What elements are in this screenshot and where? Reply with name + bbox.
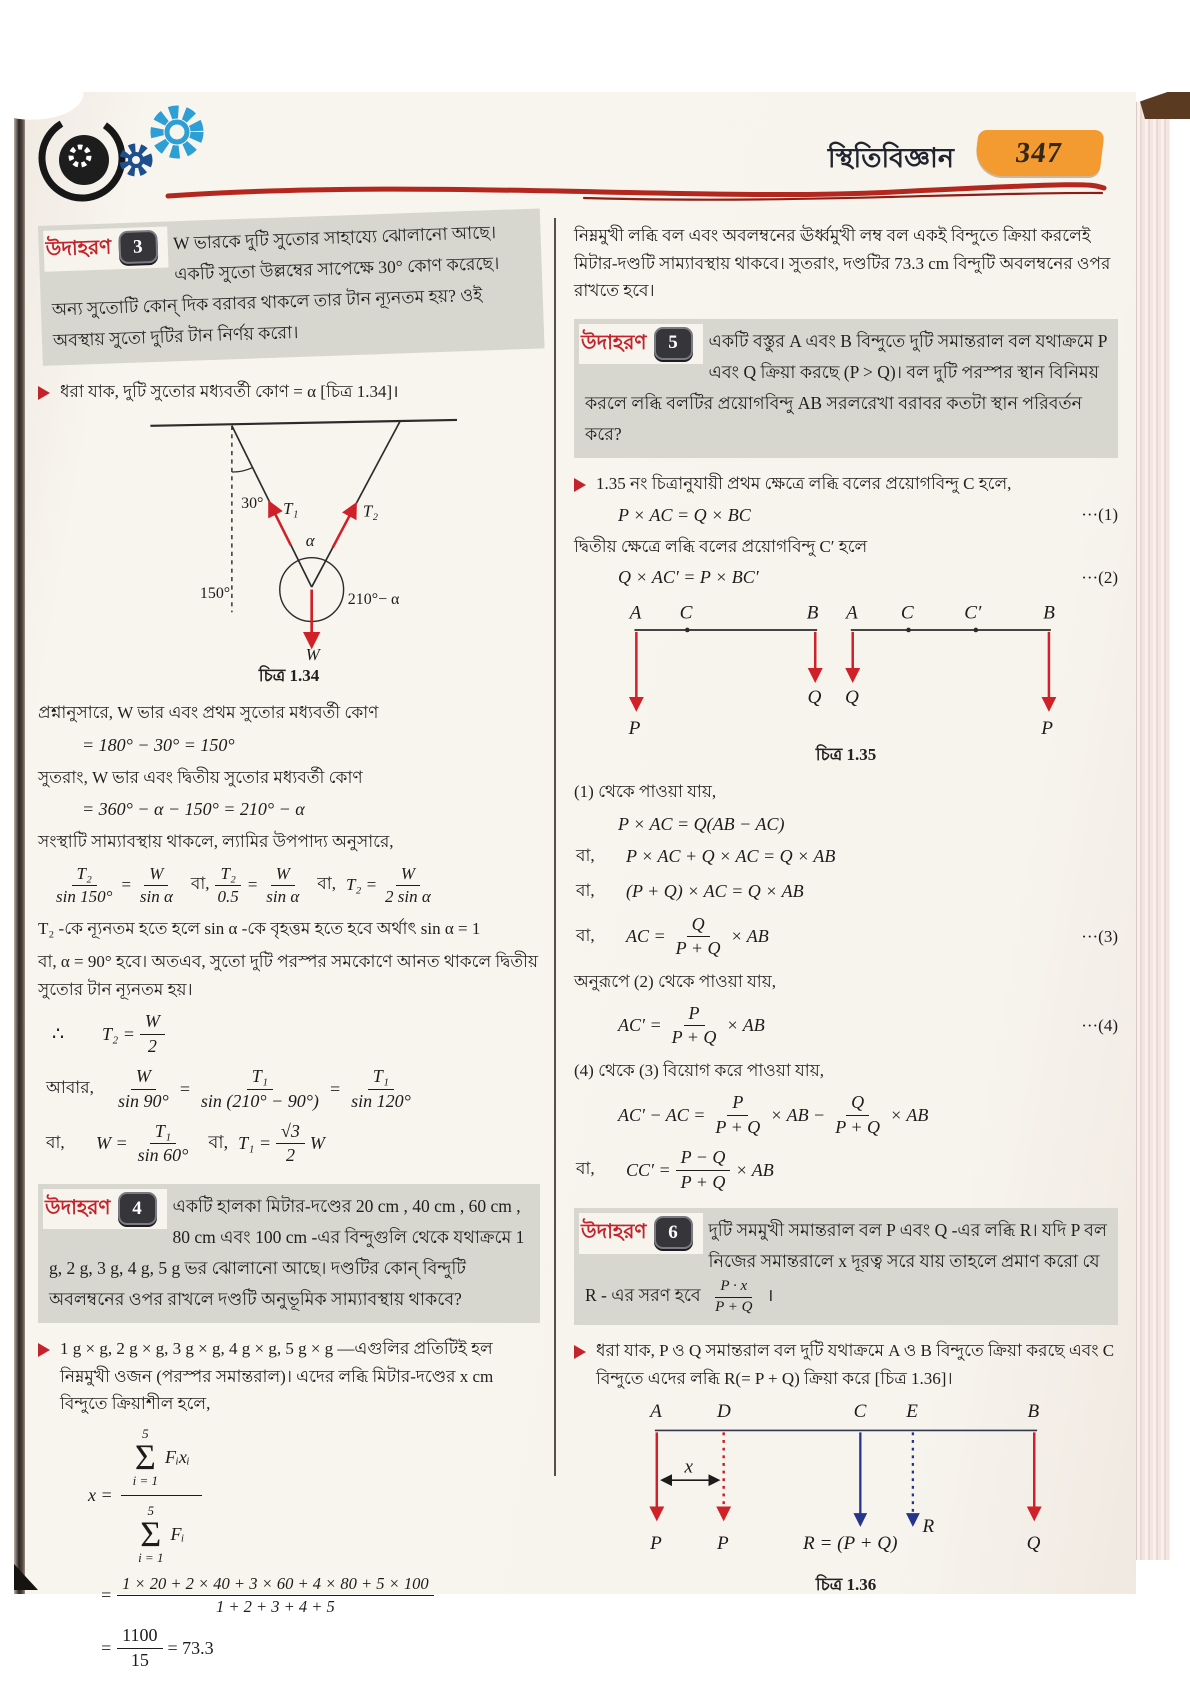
example-number-badge: 5 <box>654 327 693 360</box>
label-t2: T₂ <box>362 501 379 521</box>
numerator: 1 × 20 + 2 × 40 + 3 × 60 + 4 × 80 + 5 × 100 <box>117 1573 433 1595</box>
label-A: A <box>846 602 858 624</box>
denominator: P + Q <box>671 1027 717 1048</box>
figure-1-36-caption: চিত্র 1.36 <box>815 1575 877 1595</box>
rhs: W <box>309 1133 325 1154</box>
small-gear-icon <box>124 148 148 172</box>
numerator: T₂ <box>72 863 97 886</box>
numerator: W <box>396 863 420 886</box>
sigma-sum <box>133 1427 158 1487</box>
solution-6-intro <box>574 1337 1118 1392</box>
denominator: P + Q <box>680 1171 726 1192</box>
therefore-symbol: ∴ <box>52 1023 65 1045</box>
numerator: W <box>271 863 295 886</box>
lhs: CC′ = <box>626 1159 671 1180</box>
label-R: R <box>922 1516 935 1538</box>
denominator: 15 <box>130 1649 149 1670</box>
lhs: T₂ = <box>345 875 378 895</box>
denominator: 2 sin α <box>385 886 431 906</box>
fraction <box>51 863 117 908</box>
paragraph: দ্বিতীয় ক্ষেত্রে লব্ধি বলের প্রয়োগবিন্দু C′ হলে <box>574 536 868 556</box>
label-B: B <box>1027 1401 1040 1423</box>
example-6 <box>574 1208 1118 1325</box>
point-C2 <box>906 628 911 633</box>
equals-sign: = <box>328 1078 342 1099</box>
example-5-problem-text: একটি বস্তুর A এবং B বিন্দুতে দুটি সমান্তরাল বল যথাক্রমে P এবং Q ক্রিয়া করছে (P > Q)। বল দুটি পরস্পর স্থান বিনিময় করলে লব্ধি বলটির প্রয়োগবিন্দু AB সরলরেখা বরাবর কতটা স্থান পরিবর্তন করে? <box>585 330 1107 445</box>
fraction <box>135 863 178 908</box>
sum-lower-limit: i = 1 <box>138 1550 164 1566</box>
example-label: উদাহরণ <box>45 1196 111 1219</box>
fraction <box>196 1065 324 1113</box>
solution-6-intro-text: ধরা যাক, P ও Q সমান্তরাল বল দুটি যথাক্রমে A ও B বিন্দুতে ক্রিয়া করছে এবং C বিন্দুতে এদের লব্ধি R(= P + Q) ক্রিয়া করে [চিত্র 1.36]। <box>596 1341 1115 1388</box>
label-Q: Q <box>807 687 822 709</box>
example-number-badge: 6 <box>654 1216 693 1249</box>
rhs: × AB <box>890 1104 929 1125</box>
numerator: P · x <box>715 1277 752 1298</box>
numerator: W <box>140 1010 165 1034</box>
equals-sign: = <box>178 1078 191 1099</box>
example-3-problem <box>38 208 545 365</box>
numerator: Q <box>687 913 710 937</box>
fraction <box>133 1120 194 1168</box>
numerator <box>121 1425 202 1496</box>
denominator: P + Q <box>715 1298 753 1315</box>
solution-marker-icon <box>38 386 50 400</box>
book-page <box>14 92 1136 1670</box>
again-equation <box>38 1065 540 1113</box>
lhs: W = <box>96 1133 128 1154</box>
paragraph: নিম্নমুখী লব্ধি বল এবং অবলম্বনের ঊর্ধ্বমুখী লম্ব বল একই বিন্দুতে ক্রিয়া করলেই মিটার-দণ্ডটি সাম্যাবস্থায় থাকবে। সুতরাং, দণ্ডটির 73.3 cm বিন্দুটি অবলম্বনের ওপর রাখতে হবে। <box>574 226 1111 301</box>
calculation-2 <box>38 1624 540 1672</box>
solution-4-intro <box>38 1335 540 1418</box>
solution-3-intro <box>38 378 540 406</box>
equation: = 360° − α − 150° = 210° − α <box>82 799 305 820</box>
sigma-symbol: Σ <box>134 1436 156 1477</box>
denominator: sin 150° <box>56 886 113 906</box>
book-page-stack-edge <box>1136 102 1170 1560</box>
therefore-equation <box>38 1010 540 1058</box>
operator: × AB − <box>770 1104 826 1125</box>
rhs: × AB <box>735 1159 774 1180</box>
equation-4 <box>574 1002 1118 1050</box>
or-word: বা, <box>576 880 595 900</box>
or-step <box>574 843 1118 871</box>
equals-sign: = <box>100 1637 113 1658</box>
rhs: × AB <box>726 1015 765 1036</box>
two-column-layout <box>14 210 1136 1679</box>
equals-sign: = <box>246 875 259 895</box>
label-C: C <box>900 602 914 624</box>
column-divider <box>554 218 556 1476</box>
figure-1-34 <box>38 409 540 691</box>
example-label: উদাহরণ <box>581 1220 647 1243</box>
denominator: sin 120° <box>351 1090 411 1111</box>
lhs: AC′ − AC = <box>618 1104 706 1125</box>
denominator: P + Q <box>715 1116 761 1137</box>
denominator: 2 <box>147 1035 157 1056</box>
equation-2 <box>574 567 1118 588</box>
solution-3-intro-text: ধরা যাক, দুটি সুতোর মধ্যবর্তী কোণ = α [চিত্র 1.34]। <box>60 381 399 401</box>
example-label: উদাহরণ <box>45 236 112 261</box>
label-P: P <box>650 1533 662 1555</box>
figure-1-36 <box>574 1398 1118 1600</box>
numerator: P <box>684 1002 705 1026</box>
or-word: বা, <box>208 1132 229 1153</box>
label-A: A <box>629 602 642 624</box>
equals-sign: = <box>120 875 132 895</box>
denominator: 1 + 2 + 3 + 4 + 5 <box>215 1596 335 1616</box>
label-P: P <box>628 718 641 740</box>
label-C-prime: C′ <box>964 602 982 624</box>
label-C: C <box>679 602 693 624</box>
equation-body: P × AC = Q × BC <box>618 504 751 525</box>
fraction <box>830 1091 885 1139</box>
fraction <box>117 1573 433 1617</box>
figure-1-36-drawing <box>631 1398 1061 1570</box>
string-2 <box>312 422 400 587</box>
fraction <box>710 1091 765 1139</box>
equation-tag: ···(3) <box>1081 926 1118 946</box>
denominator: sin 90° <box>118 1090 169 1111</box>
denominator: sin α <box>139 886 173 906</box>
label-B: B <box>806 602 819 624</box>
example-6-heading <box>579 1213 703 1254</box>
sum-upper-limit: 5 <box>142 1425 149 1441</box>
equation-3 <box>574 913 1118 961</box>
denominator <box>126 1496 196 1566</box>
or-word: বা, <box>576 925 595 945</box>
paragraph: T₂ -কে ন্যূনতম হতে হলে sin α -কে বৃহত্তম হতে হবে অর্থাৎ sin α = 1 <box>38 918 481 938</box>
figure-1-34-caption: চিত্র 1.34 <box>258 666 320 686</box>
calculation-1 <box>38 1573 540 1617</box>
label-150deg: 150° <box>199 585 231 603</box>
fraction <box>676 1146 731 1194</box>
fraction <box>140 1010 165 1058</box>
fraction <box>113 1065 174 1113</box>
numerator: T₁ <box>368 1065 394 1089</box>
big-fraction <box>121 1425 202 1566</box>
or-word: বা, <box>576 845 595 865</box>
fraction <box>710 1277 757 1317</box>
sum-upper-limit: 5 <box>147 1503 154 1519</box>
or-word: বা, <box>190 874 210 894</box>
fraction <box>213 863 244 908</box>
chapter-title: স্থিতিবিজ্ঞান <box>827 143 954 173</box>
label-t1: T₁ <box>283 499 299 519</box>
sum-equation <box>38 1425 540 1566</box>
paragraph: সুতরাং, W ভার এবং দ্বিতীয় সুতোর মধ্যবর্তী কোণ <box>38 767 363 787</box>
solution-marker-icon <box>574 478 586 492</box>
figure-1-35-drawing <box>620 595 1072 740</box>
paragraph: সংস্থাটি সাম্যাবস্থায় থাকলে, ল্যামির উপপাদ্য অনুসারে, <box>38 832 394 852</box>
book-cover-corner <box>1140 92 1190 119</box>
denominator: 0.5 <box>217 886 239 906</box>
figure-1-35 <box>574 595 1118 770</box>
solution-4-intro-text: 1 g × g, 2 g × g, 3 g × g, 4 g × g, 5 g × g —এগুলির প্রতিটিই হল নিম্নমুখী ওজন (পরস্পর সমান্তরাল)। এদের লব্ধি মিটার-দণ্ডের x cm বিন্দুতে ক্রিয়াশীল হলে, <box>60 1339 494 1414</box>
or-step <box>574 878 1118 906</box>
subtraction-equation <box>574 1091 1118 1139</box>
numerator: T₂ <box>215 863 240 886</box>
equation: = 180° − 30° = 150° <box>82 734 235 755</box>
example-3-problem-text: W ভারকে দুটি সুতোর সাহায্যে ঝোলানো আছে। একটি সুতো উল্লম্বের সাপেক্ষে 30° কোণ করেছে। অন্য সুতোটি কোন্ দিক বরাবর থাকলে তার টান ন্যূনতম হয়? ওই অবস্থায় সুতো দুটির টান নির্ণয় করো। <box>51 222 500 351</box>
label-Q: Q <box>845 687 859 709</box>
figure-1-35-caption: চিত্র 1.35 <box>815 745 877 765</box>
label-D: D <box>717 1401 731 1423</box>
denominator: 2 <box>285 1145 295 1166</box>
sigma-symbol: Σ <box>140 1514 162 1555</box>
equation-body: (P + Q) × AC = Q × AB <box>626 881 804 902</box>
or-equation <box>38 1120 540 1168</box>
example-label: উদাহরণ <box>581 331 647 354</box>
ceiling-line <box>150 420 457 426</box>
numerator: √3 <box>276 1120 305 1144</box>
small-gear-hub <box>130 154 142 166</box>
equation-tag: ···(4) <box>1081 1015 1118 1035</box>
label-210deg: 210°− α <box>347 590 400 608</box>
or-word: বা, <box>576 1159 595 1179</box>
fraction <box>276 1120 305 1168</box>
equation-1 <box>574 505 1118 526</box>
left-column <box>38 216 556 1679</box>
label-E: E <box>906 1401 918 1423</box>
final-equation <box>574 1146 1118 1194</box>
numerator: W <box>131 1065 156 1089</box>
numerator: P <box>727 1091 748 1115</box>
example-6-problem-end: । <box>766 1285 774 1306</box>
denominator: P + Q <box>675 938 721 959</box>
sum-lower-limit: i = 1 <box>132 1473 159 1489</box>
page-header <box>14 92 1136 210</box>
denominator: P + Q <box>835 1116 881 1137</box>
fraction <box>667 1002 722 1050</box>
label-B: B <box>1043 602 1055 624</box>
angle-30-arc <box>232 468 252 472</box>
again-word: আবার, <box>46 1078 94 1098</box>
fraction <box>117 1624 162 1672</box>
label-30deg: 30° <box>241 495 264 513</box>
equation-body: P × AC + Q × AC = Q × AB <box>626 846 836 867</box>
label-P: P <box>717 1533 729 1555</box>
example-5-problem <box>574 319 1118 459</box>
label-P: P <box>1041 718 1053 740</box>
sigma-sum <box>138 1504 163 1564</box>
or-word: বা, <box>317 874 336 894</box>
solution-5-intro-text: 1.35 নং চিত্রানুযায়ী প্রথম ক্ষেত্রে লব্ধি বলের প্রয়োগবিন্দু C হলে, <box>596 474 1012 494</box>
example-6-problem <box>574 1208 1118 1325</box>
denominator: sin (210° − 90°) <box>200 1090 319 1111</box>
equals-sign: = <box>100 1584 113 1605</box>
equation-body: Q × AC′ = P × BC′ <box>618 567 759 588</box>
numerator: Q <box>846 1091 869 1115</box>
equation-tag: ···(1) <box>1081 505 1118 525</box>
equation-tag: ···(2) <box>1081 567 1118 587</box>
denominator: sin α <box>266 886 300 906</box>
paragraph: বা, α = 90° হবে। অতএব, সুতো দুটি পরস্পর সমকোণে আনত থাকলে দ্বিতীয় সুতোর টান ন্যূনতম হয়। <box>38 952 538 999</box>
paragraph: অনুরূপে (2) থেকে পাওয়া যায়, <box>574 971 776 991</box>
label-w: W <box>305 645 320 665</box>
solution-marker-icon <box>574 1345 586 1359</box>
sum-term: Fᵢxᵢ <box>165 1446 190 1467</box>
denominator: sin 60° <box>137 1145 189 1166</box>
example-4-heading <box>43 1189 167 1230</box>
lhs: x = <box>88 1485 113 1506</box>
tension-2-arrow <box>333 505 356 548</box>
figure-1-34-drawing <box>94 409 484 665</box>
label-C: C <box>853 1401 867 1423</box>
numerator: T₁ <box>150 1120 176 1144</box>
example-number-badge: 4 <box>118 1192 157 1225</box>
example-3-heading <box>43 227 168 272</box>
paragraph: প্রশ্নানুসারে, W ভার এবং প্রথম সুতোর মধ্যবর্তী কোণ <box>38 703 379 723</box>
header-rule <box>154 92 1119 210</box>
label-alpha: α <box>305 531 315 551</box>
or-word: বা, <box>46 1132 65 1152</box>
example-4-problem <box>38 1184 540 1324</box>
solution-marker-icon <box>38 1343 50 1357</box>
lhs: AC = <box>626 926 666 947</box>
sum-term: Fᵢ <box>170 1523 185 1544</box>
paragraph: (1) থেকে পাওয়া যায়, <box>574 782 717 802</box>
label-R-equation: R = (P + Q) <box>803 1533 898 1555</box>
fraction <box>346 1065 416 1113</box>
point-C <box>685 628 690 633</box>
numerator: W <box>144 863 168 886</box>
page-number-badge: 347 <box>973 130 1105 176</box>
example-5-heading <box>579 324 703 365</box>
fraction <box>671 913 726 961</box>
example-6-problem-text: দুটি সমমুখী সমান্তরাল বল P এবং Q -এর লব্ধি R। যদি P বল নিজের সমান্তরালে x দূরত্ব সরে যায় তাহলে প্রমাণ করো যে R - এর সরণ হবে <box>585 1219 1107 1306</box>
label-Q: Q <box>1026 1533 1041 1555</box>
paragraph: (4) থেকে (3) বিয়োগ করে পাওয়া যায়, <box>574 1060 825 1080</box>
example-number-badge: 3 <box>118 230 158 264</box>
fraction <box>261 863 304 908</box>
example-4-problem-text: একটি হালকা মিটার-দণ্ডের 20 cm , 40 cm , 60 cm , 80 cm এবং 100 cm -এর বিন্দুগুলি থেকে যথাক্রমে 1 g, 2 g, 3 g, 4 g, 5 g ভর ঝোলানো আছে। দণ্ডটির কোন্ বিন্দুটি অবলম্বনের ওপর রাখলে দণ্ডটি অনুভূমিক সাম্যাবস্থায় থাকবে? <box>49 1195 525 1310</box>
result: = 73.3 <box>167 1637 214 1658</box>
lami-equation <box>38 863 540 908</box>
fraction <box>380 863 436 908</box>
rhs: × AB <box>730 926 769 947</box>
example-4 <box>38 1184 540 1324</box>
equation-3-step: P × AC = Q(AB − AC) <box>618 813 785 834</box>
example-3 <box>38 208 545 365</box>
numerator: T₁ <box>247 1065 273 1089</box>
example-5 <box>574 319 1118 459</box>
numerator: P − Q <box>676 1146 731 1170</box>
lhs: T₂ = <box>102 1023 135 1044</box>
lhs: T₁ = <box>238 1133 272 1154</box>
solution-5-intro <box>574 470 1118 498</box>
label-x: x <box>684 1456 693 1478</box>
right-column <box>556 216 1122 1679</box>
point-C-prime <box>974 628 979 633</box>
lhs: AC′ = <box>618 1015 662 1036</box>
numerator: 1100 <box>117 1624 162 1648</box>
label-A: A <box>650 1401 662 1423</box>
